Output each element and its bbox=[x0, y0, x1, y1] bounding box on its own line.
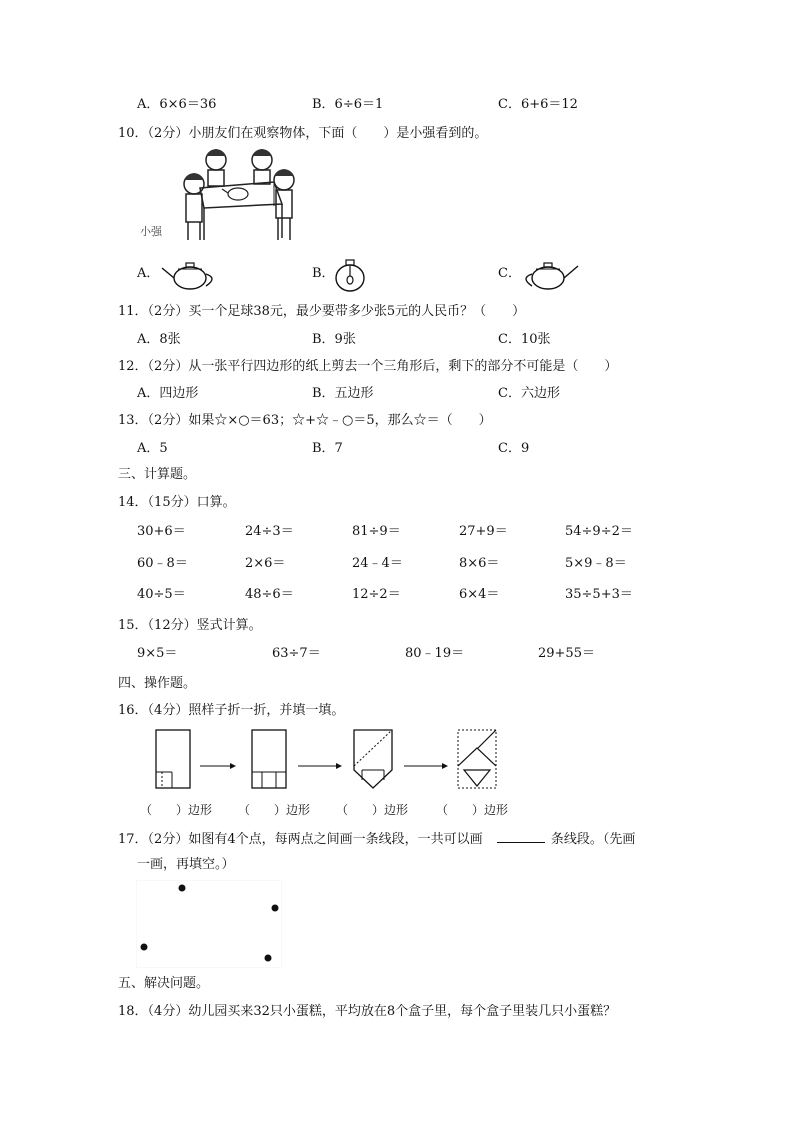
teapot-side-spout-right-icon bbox=[520, 258, 582, 296]
q16-stem: 16．（4分）照样子折一折，并填一填。 bbox=[118, 703, 345, 718]
q16-captions bbox=[0, 802, 793, 818]
q18-stem: 18．（4分）幼儿园买来32只小蛋糕，平均放在8个盒子里，每个盒子里装几只小蛋糕？ bbox=[118, 1004, 617, 1019]
q16-caption[interactable]: （ ）边形 bbox=[140, 803, 213, 817]
q10-option-a-letter[interactable]: A． bbox=[137, 266, 160, 281]
q17-stem-a: 17．（2分）如图有4个点，每两点之间画一条线段，一共可以画 bbox=[118, 832, 483, 847]
q16-folding-figure bbox=[140, 726, 520, 798]
point-icon bbox=[272, 905, 279, 912]
section-heading-calculation: 三、计算题。 bbox=[118, 467, 197, 482]
q10-option-c-letter[interactable]: C． bbox=[498, 266, 521, 281]
q14-item: 81÷9＝ bbox=[352, 524, 401, 539]
q15-stem: 15．（12分）竖式计算。 bbox=[118, 618, 262, 633]
q10-stem: 10．（2分）小朋友们在观察物体，下面（ ）是小强看到的。 bbox=[118, 126, 488, 141]
q12-option-b[interactable]: B．五边形 bbox=[312, 386, 374, 401]
q16-caption[interactable]: （ ）边形 bbox=[238, 803, 311, 817]
q14-item: 8×6＝ bbox=[459, 556, 500, 571]
q10-figure-label: 小强 bbox=[140, 225, 162, 238]
q11-stem: 11．（2分）买一个足球38元，最少要带多少张5元的人民币？（ ） bbox=[118, 304, 526, 319]
point-icon bbox=[265, 955, 272, 962]
q14-item: 30+6＝ bbox=[137, 524, 186, 539]
q12-stem: 12．（2分）从一张平行四边形的纸上剪去一个三角形后，剩下的部分不可能是（ ） bbox=[118, 359, 618, 374]
q14-row bbox=[0, 587, 793, 603]
q14-row bbox=[0, 524, 793, 540]
q11-option-b[interactable]: B．9张 bbox=[312, 332, 356, 347]
q14-item: 27+9＝ bbox=[459, 524, 508, 539]
q13-stem: 13．（2分）如果☆×○＝63；☆+☆﹣○＝5，那么☆＝（ ） bbox=[118, 413, 492, 428]
q9-option-a[interactable]: A．6×6＝36 bbox=[137, 97, 217, 112]
q9-options bbox=[0, 97, 793, 113]
q15-item: 63÷7＝ bbox=[272, 646, 321, 661]
q14-row bbox=[0, 556, 793, 572]
teapot-front-view-icon bbox=[332, 256, 368, 298]
q11-option-a[interactable]: A．8张 bbox=[137, 332, 181, 347]
q14-item: 24÷3＝ bbox=[245, 524, 294, 539]
point-icon bbox=[179, 885, 186, 892]
q15-item: 29+55＝ bbox=[538, 646, 595, 661]
q17-four-points-figure bbox=[136, 880, 282, 972]
q13-options bbox=[0, 441, 793, 457]
q12-options bbox=[0, 386, 793, 402]
q14-item: 54÷9÷2＝ bbox=[565, 524, 633, 539]
q14-item: 5×9﹣8＝ bbox=[565, 556, 627, 571]
q13-option-a[interactable]: A．5 bbox=[137, 441, 168, 456]
q13-option-b[interactable]: B．7 bbox=[312, 441, 343, 456]
q9-option-b[interactable]: B．6÷6＝1 bbox=[312, 97, 384, 112]
q17-stem-line1 bbox=[118, 830, 635, 848]
q17-stem-b: 条线段。（先画 bbox=[550, 832, 636, 847]
section-heading-problem-solving: 五、解决问题。 bbox=[118, 976, 210, 991]
point-icon bbox=[141, 944, 148, 951]
q12-option-a[interactable]: A．四边形 bbox=[137, 386, 199, 401]
q15-item: 9×5＝ bbox=[137, 646, 178, 661]
teapot-side-spout-left-icon bbox=[160, 258, 220, 296]
q14-item: 40÷5＝ bbox=[137, 587, 186, 602]
q15-items bbox=[0, 646, 793, 662]
q14-stem: 14．（15分）口算。 bbox=[118, 495, 236, 510]
q13-option-c[interactable]: C．9 bbox=[498, 441, 530, 456]
q10-figure-children-observing bbox=[178, 146, 298, 248]
q15-item: 80﹣19＝ bbox=[405, 646, 465, 661]
q16-caption[interactable]: （ ）边形 bbox=[336, 803, 409, 817]
q14-item: 60﹣8＝ bbox=[137, 556, 188, 571]
q11-option-c[interactable]: C．10张 bbox=[498, 332, 551, 347]
q14-item: 12÷2＝ bbox=[352, 587, 401, 602]
q14-item: 48÷6＝ bbox=[245, 587, 294, 602]
q14-item: 6×4＝ bbox=[459, 587, 500, 602]
q17-stem-line2: 一画，再填空。） bbox=[137, 857, 235, 872]
q11-options bbox=[0, 332, 793, 348]
q14-item: 35÷5+3＝ bbox=[565, 587, 633, 602]
q14-item: 24﹣4＝ bbox=[352, 556, 403, 571]
q16-caption[interactable]: （ ）边形 bbox=[436, 803, 509, 817]
q10-option-b-letter[interactable]: B． bbox=[312, 266, 335, 281]
section-heading-operation: 四、操作题。 bbox=[118, 676, 197, 691]
q14-item: 2×6＝ bbox=[245, 556, 286, 571]
q12-option-c[interactable]: C．六边形 bbox=[498, 386, 560, 401]
q17-answer-blank[interactable] bbox=[497, 830, 545, 843]
q10-options bbox=[0, 266, 793, 282]
q9-option-c[interactable]: C．6+6＝12 bbox=[498, 97, 578, 112]
